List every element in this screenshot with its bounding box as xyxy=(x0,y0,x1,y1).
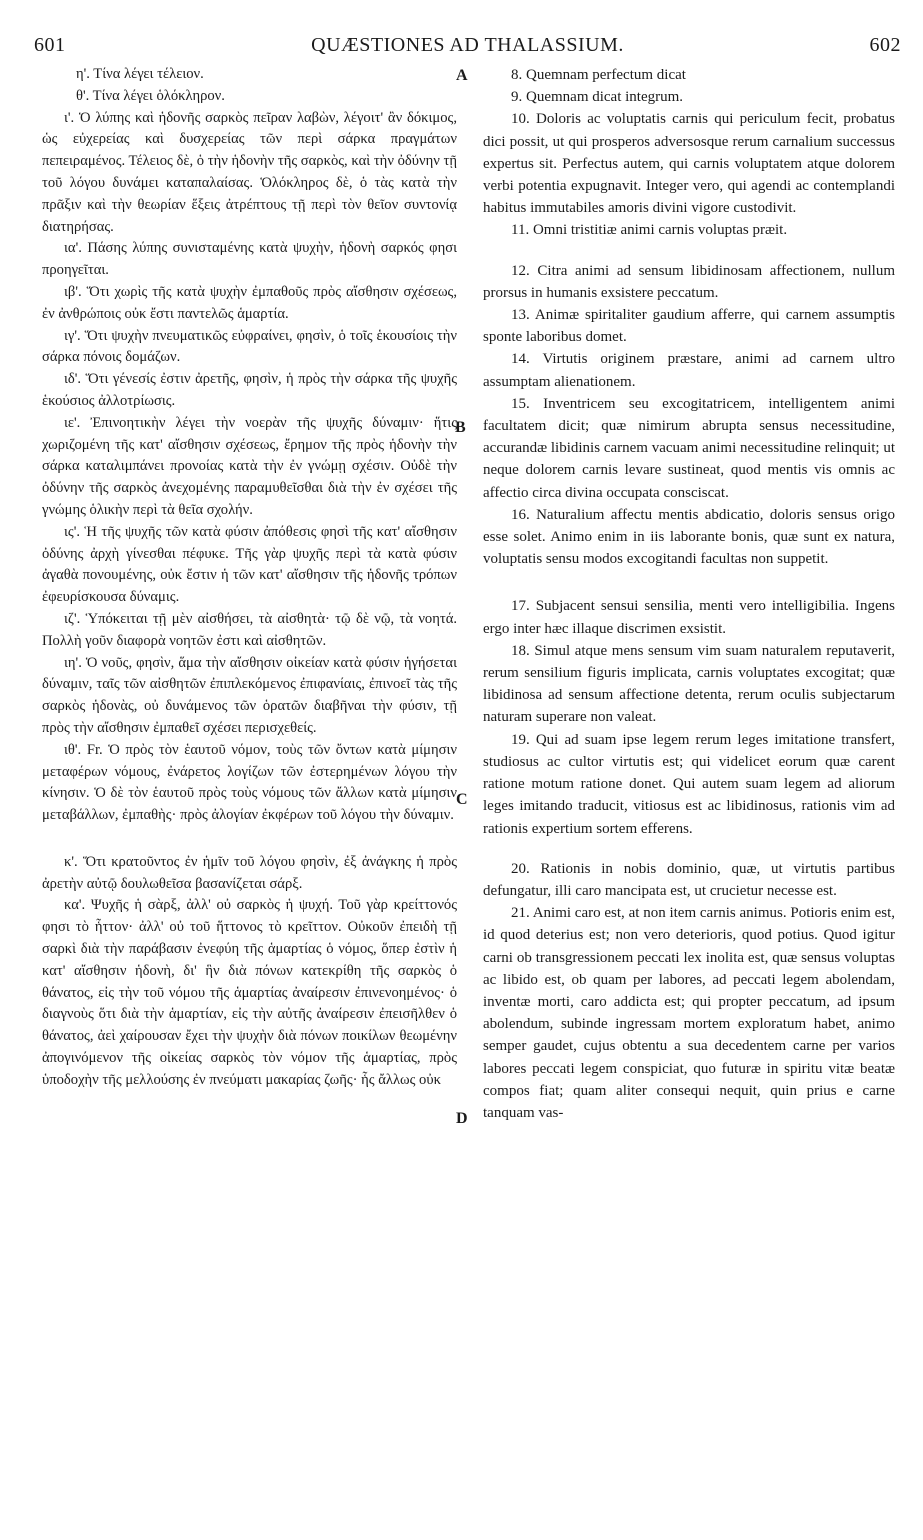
latin-paragraph: 19. Qui ad suam ipse legem rerum leges imitatione transfert, studiosus ac cultor virtutis est; qui videlicet eorum quæ carent ratione motum ratione donet. Qui autem suam legem ad aliorum leges imitando traducit, vitiosus est ac libidinosus, rationis vim ad rationis expertium sortem efferens. xyxy=(483,731,895,837)
greek-paragraph: θ'. Τίνα λέγει ὁλόκληρον. xyxy=(76,87,225,104)
latin-paragraph: 21. Animi caro est, at non item carnis animus. Potioris enim est, id quod deterius est; non vero deterioris, quod potius. Quod igitur carni ob transgressionem peccati lex inolita est, quæ sensus voluptas ac libido est, ob quam per labores, ad peccati legem abolendam, inventæ morti, caro addicta est; qui propter peccatum, ad ipsum abolendum, subinde ingressam mortem exploratum habet, animo semper gaudet, cujus obtentu a sua decedentem carne per varios labores peccati legem conspiciat, quo futuræ in spiritu vitæ beatæ compos fiat; quam aliter consequi nequit, quin prius e carne tanquam vas- xyxy=(483,905,895,1121)
greek-paragraph: ιθ'. Fr. Ὁ πρὸς τὸν ἑαυτοῦ νόμον, τοὺς τῶν ὄντων κατὰ μίμησιν μεταφέρων νόμους, ἐνάρετος λογίζων τῶν ἐστερημένων λόγου τὴν κίνησιν. Ὁ δὲ τὸν ἑαυτοῦ πρὸς τοὺς νόμους τῶν ἄλλων κατὰ μίμησιν μεταβάλλων, ἐμπαθὴς· πρὸς ἀλογίαν ἐκφέρων τοῦ λόγου τὴν δύναμιν. xyxy=(42,741,457,824)
greek-paragraph: ιβ'. Ὅτι χωρὶς τῆς κατὰ ψυχὴν ἐμπαθοῦς πρὸς αἴσθησιν σχέσεως, ἐν ἀνθρώποις οὐκ ἔστι παντελῶς ἁμαρτία. xyxy=(42,283,457,322)
greek-paragraph: ιζ'. Ὑπόκειται τῇ μὲν αἰσθήσει, τὰ αἰσθητὰ· τῷ δὲ νῷ, τὰ νοητά. Πολλὴ γοῦν διαφορὰ νοητῶν ἐστι καὶ αἰσθητῶν. xyxy=(42,610,457,649)
greek-paragraph: ιγ'. Ὅτι ψυχὴν πνευματικῶς εὐφραίνει, φησὶν, ὁ τοῖς ἑκουσίοις τὴν σάρκα πόνοις δομάζων. xyxy=(42,327,457,366)
left-page-number: 601 xyxy=(34,34,66,56)
latin-paragraph: 12. Citra animi ad sensum libidinosam affectionem, nullum prorsus in humanis exsistere peccatum. xyxy=(483,262,895,301)
latin-paragraph: 16. Naturalium affectu mentis abdicatio, doloris sensus origo esse solet. Animo enim in iis laborante bonis, quæ sunt ex natura, voluptatis sensu modos excogitandi facultas non suppetit. xyxy=(483,506,895,568)
greek-paragraph: ιδ'. Ὅτι γένεσίς ἐστιν ἀρετῆς, φησὶν, ἡ πρὸς τὴν σάρκα τῆς ψυχῆς ἑκούσιος ἀλλοτρίωσις. xyxy=(42,371,457,409)
running-title: QUÆSTIONES AD THALASSIUM. xyxy=(311,34,624,56)
greek-paragraph: ια'. Πάσης λύπης συνισταμένης κατὰ ψυχὴν, ἡδονὴ σαρκός φησι προηγεῖται. xyxy=(42,240,457,279)
latin-paragraph: 15. Inventricem seu excogitatricem, intelligentem animi facultatem dicit; quæ nimirum abrupta sensus necessitudine, accurandæ libidinis carnem vacuam animi necessitudine relinquit; ut neque dolorem carnis levare sustineat, quod mentis vis omnis ac affectio circa divina occupata consciscat. xyxy=(483,395,895,501)
latin-paragraph: 17. Subjacent sensui sensilia, menti vero intelligibilia. Ingens ergo inter hæc illaque discrimen exsistit. xyxy=(483,598,895,637)
latin-column xyxy=(483,64,895,1124)
greek-paragraph: κα'. Ψυχῆς ἡ σὰρξ, ἀλλ' οὐ σαρκὸς ἡ ψυχή. Τοῦ γὰρ κρείττονός φησι τὸ ἧττον· ἀλλ' οὐ τοῦ ἥττονος τὸ κρεῖττον. Οὐκοῦν ἐπειδὴ τῇ σαρκὶ διὰ τὴν παράβασιν ἐνεφύη τῆς ἁμαρτίας ὁ νόμος, ὅπερ ἐστὶν ἡ κατ' αἴσθησιν ἡδονὴ, δι' ἣν διὰ πόνων κατεκρίθη τῆς σαρκὸς ὁ θάνατος, εἰς τὴν τοῦ νόμου τῆς ἁμαρτίας ἀναίρεσιν ἐπινενοημένος· ὁ διαγνοὺς ὅτι διὰ τὴν ἁμαρτίαν, εἰς τὴν αὐτῆς ἀναίρεσιν ἐπεισῆλθεν ὁ θάνατος, ἀεὶ χαίρουσαν ἔχει τὴν ψυχὴν διὰ πόνων ποικίλων θεωμένην ἀπογινόμενον τῆς οἰκείας σαρκὸς τὸν νόμον τῆς ἁμαρτίας, πρὸς ὑποδοχὴν τῆς μελλούσης ἐν πνεύματι μακαρίας ζωῆς· ἧς ἄλλως οὐκ xyxy=(42,897,457,1088)
latin-paragraph: 9. Quemnam dicat integrum. xyxy=(511,89,684,106)
greek-paragraph: ιη'. Ὁ νοῦς, φησὶν, ἅμα τὴν αἴσθησιν οἰκείαν κατὰ φύσιν ἡγήσεται δύναμιν, ταῖς τῶν αἰσθητῶν ἐπιπλεκόμενος ἐπιφανίαις, ἐπινοεῖ τὰς τῆς σαρκὸς ἡδονὰς, οὐ δυνάμενος τῶν ὁρατῶν διαβῆναι τὴν φύσιν, τῇ πρὸς τὴν αἴσθησιν ἐμπαθεῖ σχέσει περισχεθείς. xyxy=(42,654,457,736)
latin-paragraph: 18. Simul atque mens sensum vim suam naturalem reputaverit, rerum sensilium figuris implicata, carnis voluptates excogitat; quæ libidinosa ad sensum affectione detenta, rerum oculis subjectarum naturam superare non valeat. xyxy=(483,642,895,726)
latin-paragraph: 10. Doloris ac voluptatis carnis qui periculum fecit, probatus dici possit, ut qui prosperos adversosque rerum carnalium successus expertus sit. Perfectus autem, qui carnis voluptatem atque dolorem verbi potentia expugnavit. Integer vero, qui agendi ac contemplandi habitus immutabiles amoris divini vigore custodivit. xyxy=(483,111,895,217)
latin-paragraph: 11. Omni tristitiæ animi carnis voluptas præit. xyxy=(511,222,788,239)
section-marker-b: B xyxy=(455,419,466,436)
section-marker-a: A xyxy=(456,67,468,84)
latin-paragraph: 13. Animæ spiritaliter gaudium afferre, qui carnem assumptis sponte laboribus domet. xyxy=(483,307,895,346)
greek-paragraph: κ'. Ὅτι κρατοῦντος ἐν ἡμῖν τοῦ λόγου φησὶν, ἐξ ἀνάγκης ἡ πρὸς ἀρετὴν αὐτῷ δουλωθεῖσα βασανίζεται σάρξ. xyxy=(42,853,457,892)
greek-paragraph: η'. Τίνα λέγει τέλειον. xyxy=(76,66,204,82)
greek-paragraph: ιε'. Ἐπινοητικὴν λέγει τὴν νοερὰν τῆς ψυχῆς δύναμιν· ἥτις χωριζομένη τῆς κατ' αἴσθησιν σχέσεως, ἔρημον τῆς πρὸς ἡδονὴν τὴν σάρκα καταλιμπάνει προνοίας κατὰ τὴν ἐν γνώμῃ σχέσιν. Οὐδὲ τὴν ὀδύνην τῆς σαρκὸς ἀνεχομένης παραμυθεῖσθαι διὰ τὴν ἐν σχέσει τῆς γνώμης ὁλικὴν περὶ τὰ θεῖα σχολήν. xyxy=(42,414,457,518)
greek-column xyxy=(42,64,457,1092)
right-page-number: 602 xyxy=(869,34,901,56)
greek-paragraph: ις'. Ἡ τῆς ψυχῆς τῶν κατὰ φύσιν ἀπόθεσις φησὶ τῆς κατ' αἴσθησιν ὀδύνης ἀρχὴ γίνεσθαι πέφυκε. Τῆς γὰρ ψυχῆς περὶ τὰ κατὰ φύσιν ἀγαθὰ πονουμένης, οὐκ ἔστιν ἡ τῶν κατ' αἴσθησιν τῆς ἡδονῆς τρόπων ἐφευρίσκουσα δύναμις. xyxy=(42,523,457,606)
section-marker-d: D xyxy=(456,1110,468,1127)
greek-paragraph: ι'. Ὁ λύπης καὶ ἡδονῆς σαρκὸς πεῖραν λαβὼν, λέγοιτ' ἂν δόκιμος, ὡς εὐχερείας καὶ δυσχερείας τῶν περὶ σάρκα πραγμάτων πεπειραμένος. Τέλειος δὲ, ὁ τὴν ἡδονὴν τῆς σαρκὸς, καὶ τὴν ὀδύνην τῇ τοῦ λόγου δυνάμει καταπαλαίσας. Ὁλόκληρος δὲ, ὁ τὰς κατὰ τὴν πρᾶξιν καὶ τὴν θεωρίαν ἕξεις ἀτρέπτους τῇ περὶ τὸν θεῖον συντονίᾳ διατηρήσας. xyxy=(42,109,457,235)
running-header xyxy=(34,34,901,62)
latin-paragraph: 14. Virtutis originem præstare, animi ad carnem ultro assumptam alienationem. xyxy=(483,351,895,390)
latin-paragraph: 20. Rationis in nobis dominio, quæ, ut virtutis partibus defungatur, illi caro mancipata est, ut crucietur necesse est. xyxy=(483,860,895,899)
section-marker-c: C xyxy=(456,791,468,808)
latin-paragraph: 8. Quemnam perfectum dicat xyxy=(511,67,686,83)
